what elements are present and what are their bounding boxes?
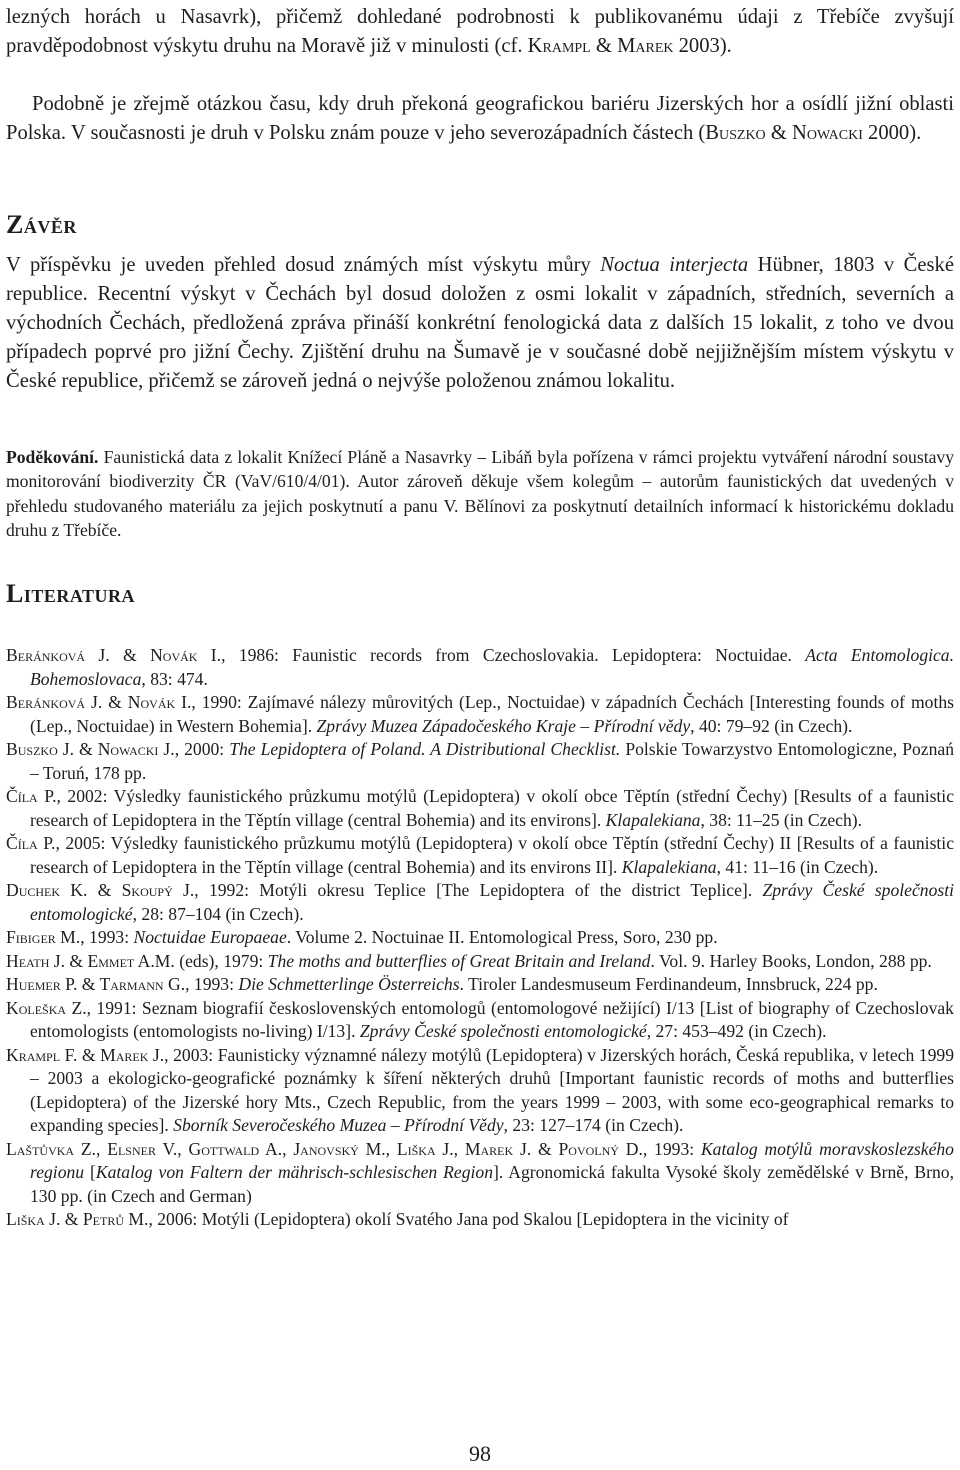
reference-authors: Koleška Z. [6,997,87,1018]
reference-authors: Krampl F. & Marek J. [6,1044,165,1065]
reference-entry [6,926,954,950]
reference-text: , 2003: Faunisticky významné nálezy motýlů (Lepidoptera) v Jizerských horách, Česká republika, v letech 1999 – 2003 a ekologicko-geografické poznámky k šíření některých druhů [Important faunistic records of moths and butterflies (Lepidoptera) of the Jizerské hory Mts., Czech Republic, from the years 1999 – 2003, with some eco-geographical remarks to expanding species]. [30,1044,954,1135]
reference-entry [6,738,954,785]
reference-text: , 1993: [80,927,134,947]
reference-list [6,644,954,1232]
reference-entry [6,997,954,1044]
citation-author: Nowacki [792,122,863,144]
reference-authors: Huemer P. & Tarmann G. [6,974,186,994]
reference-text: , 2006: Motýli (Lepidoptera) okolí Svatého Jana pod Skalou [Lepidoptera in the vicinity of [148,1209,789,1229]
reference-text: , 38: 11–25 (in Czech). [700,809,863,830]
reference-authors: Duchek K. & Skoupý J. [6,880,195,900]
reference-title-italic: Klapalekiana [605,809,701,830]
acknowledgement-paragraph: Poděkování. Faunistická data z lokalit Knížecí Pláně a Nasavrky – Libáň byla pořízena v rámci projektu vytváření národní soustavy monitorování biodiverzity ČR (VaV/610/4/01). Autor zároveň děkuje všem kolegům – autorům faunistických dat uvedených v přehledu studovaného materiálu za jejich poskytnutí a panu V. Bělínovi za poskytnutí detailních informací k historickému dokladu druhu z Třebíče. [6,447,954,540]
reference-text: , 23: 127–174 (in Czech). [503,1115,684,1135]
reference-authors: Beránková J. & Novák I. [6,645,222,665]
acknowledgement-label: Poděkování. [6,447,99,467]
reference-authors: Beránková J. & Novák I. [6,692,192,712]
reference-title-italic: Sborník Severočeského Muzea – Přírodní Vědy [173,1115,504,1135]
intro-paragraph-continued: lezných horách u Nasavrk), přičemž dohledané podrobnosti k publikovanému údaji z Třebíče zvyšují pravděpodobnost výskytu druhu na Moravě již v minulosti (cf. Krampl & Marek 2003). [6,6,954,57]
reference-text: , 1993: [185,974,239,994]
reference-authors: Číla P. [6,833,56,853]
reference-text: [ [84,1162,96,1182]
reference-entry [6,1044,954,1138]
species-name: Noctua interjecta [600,254,749,276]
reference-entry [6,879,954,926]
reference-title-italic: The moths and butterflies of Great Britain and Ireland [267,950,651,971]
reference-authors: Číla P. [6,786,57,806]
reference-text: , 1993: [642,1138,701,1159]
citation-author: Marek [617,35,674,57]
reference-entry [6,1208,954,1232]
reference-entry [6,950,954,974]
reference-text: , 83: 474. [141,668,208,689]
reference-text: , 41: 11–16 (in Czech). [716,856,879,877]
reference-authors: Buszko J. & Nowacki J. [6,739,175,759]
conclusion-paragraph: V příspěvku je uveden přehled dosud známých míst výskytu můry Noctua interjecta Hübner, 1803 v České republice. Recentní výskyt v Čechách byl dosud doložen z osmi lokalit v západních, středních, severních a východních Čechách, předložená zpráva přináší konkrétní fenologická data z dalších 15 lokalit, z toho ve dvou případech poprvé pro jižní Čechy. Zjištění druhu na Šumavě je v současné době nejjižnějším místem výskytu v České republice, přičemž se zároveň jedná o nejvýše položenou známou lokalitu. [6,254,954,392]
reference-title-italic: Katalog von Faltern der mährisch-schlesischen Region [95,1162,494,1182]
reference-title-italic: The Lepidoptera of Poland. A Distributional Checklist. [229,739,621,759]
reference-text: . Volume 2. Noctuinae II. Entomological Press, Soro, 230 pp. [286,927,718,947]
intro-paragraph: Podobně je zřejmě otázkou času, kdy druh překoná geografickou bariéru Jizerských hor a osídlí jižní oblasti Polska. V současnosti je druh v Polsku znám pouze v jeho severozápadních částech (Buszko & Nowacki 2000). [6,93,954,144]
reference-title-italic: Noctuidae Europaeae [133,927,287,947]
reference-title-italic: Zprávy České společnosti entomologické [30,880,954,924]
page-number: 98 [469,1441,491,1466]
reference-entry [6,644,954,691]
reference-authors: Liška J. & Petrů M. [6,1209,149,1229]
reference-text: , 1992: Motýli okresu Teplice [The Lepidoptera of the district Teplice]. [194,880,763,900]
reference-text: , 1986: Faunistic records from Czechoslovakia. Lepidoptera: Noctuidae. [221,645,806,665]
reference-title-italic: Katalog motýlů moravskoslezského regionu [30,1138,954,1182]
reference-text: , 1991: Seznam biografií československých entomologů (entomologové nežijící) I/13 [List of biography of Czechoslovak entomologists (entomologists no-living) I/13]. [30,997,954,1041]
conclusion-heading: Závěr [6,210,77,239]
reference-title-italic: Zprávy České společnosti entomologické [359,1021,647,1041]
reference-title-italic: Die Schmetterlinge Österreichs [238,974,460,994]
reference-authors: Fibiger M. [6,927,81,947]
reference-title-italic: Zprávy Muzea Západočeského Kraje – Přírodní vědy [316,715,691,736]
reference-entry [6,1138,954,1209]
reference-authors: Heath J. & Emmet A.M. [6,950,175,971]
reference-text: , 2005: Výsledky faunistického průzkumu motýlů (Lepidoptera) v okolí obce Těptín (střední Čechy) II [Results of a faunistic research of Lepidoptera in the Těptín village (central Bohemia) and its environs II]. [30,833,954,877]
reference-entry [6,973,954,997]
citation-author: Krampl [527,35,591,57]
reference-entry [6,691,954,738]
reference-text: (eds), 1979: [174,950,268,971]
reference-text: Polskie Towarzystvo Entomologiczne, Poznań – Toruń, 178 pp. [30,739,954,783]
reference-entry [6,832,954,879]
reference-text: , 28: 87–104 (in Czech). [132,903,304,924]
reference-text: , 2002: Výsledky faunistického průzkumu motýlů (Lepidoptera) v okolí obce Těptín (střední Čechy) [Results of a faunistic research of Lepidoptera in the Těptín village (central Bohemia) and its environs]. [30,786,955,830]
literature-heading: Literatura [6,579,136,608]
reference-text: , 2000: [174,739,230,759]
reference-text: . Vol. 9. Harley Books, London, 288 pp. [650,950,932,971]
reference-text: . Tiroler Landesmuseum Ferdinandeum, Innsbruck, 224 pp. [459,974,878,994]
reference-title-italic: Klapalekiana [621,856,717,877]
reference-text: ]. Agronomická fakulta Vysoké školy zemědělské v Brně, Brno, 130 pp. (in Czech and German) [30,1162,954,1206]
reference-text: , 40: 79–92 (in Czech). [690,715,853,736]
citation-author: Buszko [705,122,766,144]
reference-text: , 1990: Zajímavé nálezy můrovitých (Lep., Noctuidae) v západních Čechách [Interesting founds of moths (Lep., Noctuidae) in Western Bohemia]. [30,692,954,736]
reference-entry [6,785,954,832]
reference-authors: Laštůvka Z., Elsner V., Gottwald A., Janovský M., Liška J., Marek J. & Povolný D. [6,1138,643,1159]
reference-text: , 27: 453–492 (in Czech). [646,1021,827,1041]
reference-title-italic: Acta Entomologica. Bohemoslovaca [30,645,955,689]
